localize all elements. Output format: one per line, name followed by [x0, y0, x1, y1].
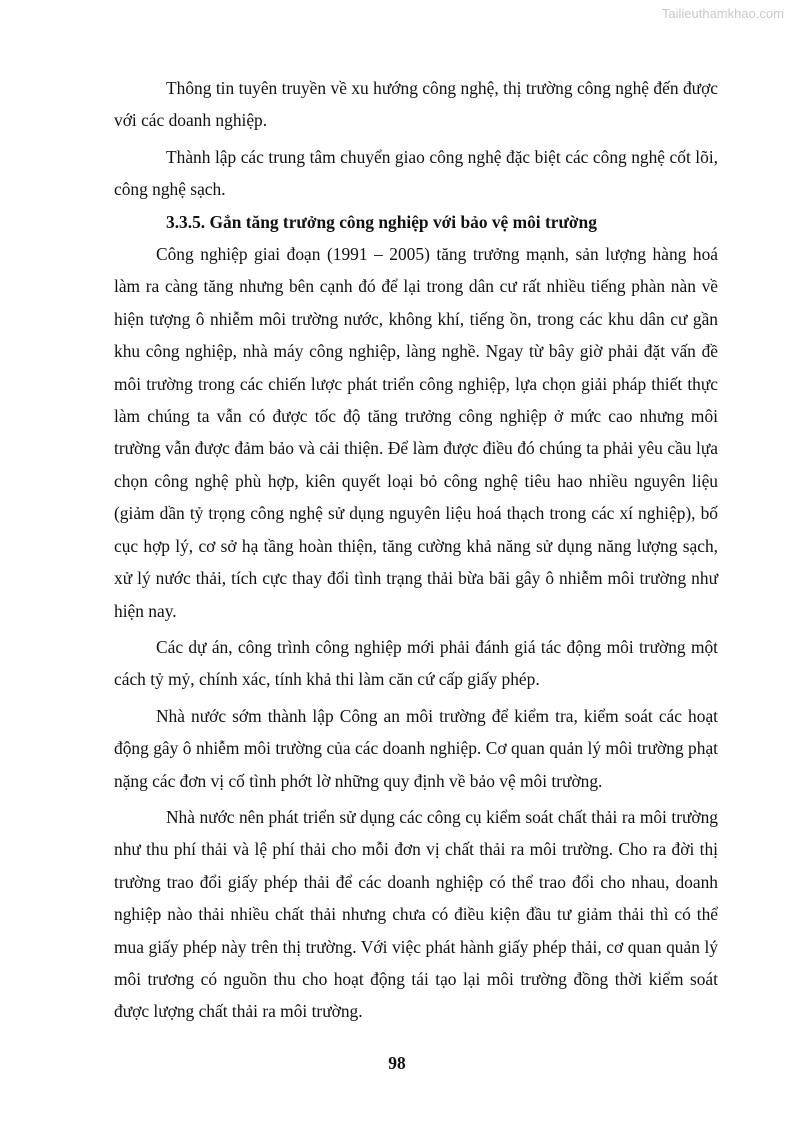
paragraph-tech-promotion: Thông tin tuyên truyền về xu hướng công nghệ, thị trường công nghệ đến được với các doanh nghiệp.	[114, 78, 718, 131]
paragraph-industrial-growth: Công nghiệp giai đoạn (1991 – 2005) tăng trưởng mạnh, sản lượng hàng hoá làm ra càng tăng nhưng bên cạnh đó để lại trong dân cư rất nhiều tiếng phàn nàn về hiện tượng ô nhiễm môi trường nước, không khí, tiếng ồn, trong các khu dân cư gần khu công nghiệp, nhà máy công nghiệp, làng nghề. Ngay từ bây giờ phải đặt vấn đề môi trường trong các chiến lược phát triển công nghiệp, lựa chọn giải pháp thiết thực làm chúng ta vẫn có được tốc độ tăng trưởng công nghiệp ở mức cao nhưng môi trường vẫn được đảm bảo và cải thiện. Để làm được điều đó chúng ta phải yêu cầu lựa chọn công nghệ phù hợp, kiên quyết loại bỏ công nghệ tiêu hao nhiều nguyên liệu (giảm dần tỷ trọng công nghệ sử dụng nguyên liệu hoá thạch trong các xí nghiệp), bố cục hợp lý, cơ sở hạ tầng hoàn thiện, tăng cường khả năng sử dụng năng lượng sạch, xử lý nước thải, tích cực thay đổi tình trạng thải bừa bãi gây ô nhiễm môi trường như hiện nay.	[114, 244, 718, 621]
paragraph-environmental-police: Nhà nước sớm thành lập Công an môi trường để kiểm tra, kiểm soát các hoạt động gây ô nhiễm môi trường của các doanh nghiệp. Cơ quan quản lý môi trường phạt nặng các đơn vị cố tình phớt lờ những quy định về bảo vệ môi trường.	[114, 705, 718, 791]
document-body	[114, 72, 718, 1028]
site-watermark: Tailieuthamkhao.com	[661, 6, 784, 21]
paragraph-impact-assessment: Các dự án, công trình công nghiệp mới phải đánh giá tác động môi trường một cách tỷ mỷ, chính xác, tính khả thi làm căn cứ cấp giấy phép.	[114, 636, 718, 690]
paragraph-waste-control-tools: Nhà nước nên phát triển sử dụng các công cụ kiểm soát chất thải ra môi trường như thu phí thải và lệ phí thải cho mỗi đơn vị chất thải ra môi trường. Cho ra đời thị trường trao đổi giấy phép thải để các doanh nghiệp có thể trao đổi cho nhau, doanh nghiệp nào thải nhiều chất thải nhưng chưa có điều kiện đầu tư giảm thải thì có thể mua giấy phép này trên thị trường. Với việc phát hành giấy phép thải, cơ quan quản lý môi trương có nguồn thu cho hoạt động tái tạo lại môi trường đồng thời kiểm soát được lượng chất thải ra môi trường.	[114, 806, 718, 1022]
paragraph-tech-transfer-centers: Thành lập các trung tâm chuyển giao công nghệ đặc biệt các công nghệ cốt lõi, công nghệ sạch.	[114, 146, 718, 200]
section-heading: 3.3.5. Gắn tăng trưởng công nghiệp với bảo vệ môi trường	[166, 211, 597, 232]
page-number: 98	[388, 1053, 406, 1073]
